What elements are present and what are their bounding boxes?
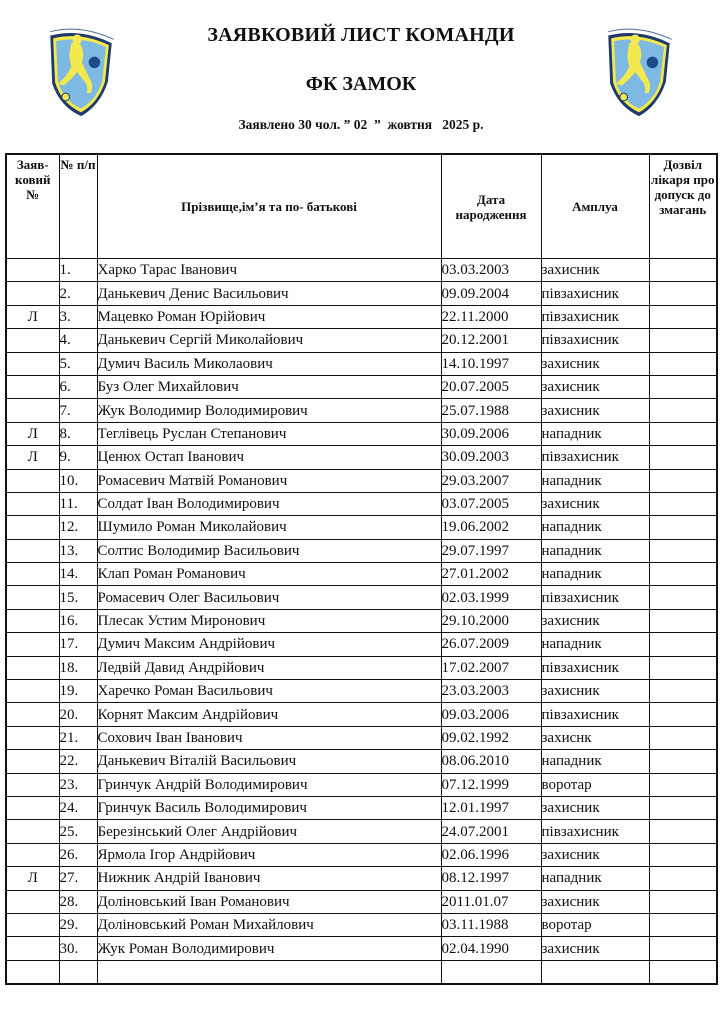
seq-number-cell xyxy=(59,960,97,984)
registration-cell xyxy=(6,516,59,539)
player-name-cell: Ледвій Давид Андрійович xyxy=(97,656,441,679)
table-row xyxy=(6,609,717,632)
position-cell: нападник xyxy=(541,539,649,562)
birth-date-cell: 02.03.1999 xyxy=(441,586,541,609)
birth-date-cell: 23.03.2003 xyxy=(441,680,541,703)
position-cell: півзахисник xyxy=(541,446,649,469)
registration-cell xyxy=(6,680,59,703)
player-name-cell: Теглівець Руслан Степанович xyxy=(97,422,441,445)
declared-line: Заявлено 30 чол. ” 02 ” жовтня 2025 р. xyxy=(238,117,484,132)
player-name-cell: Ценюх Остап Іванович xyxy=(97,446,441,469)
position-cell: захисник xyxy=(541,890,649,913)
birth-date-cell: 29.07.1997 xyxy=(441,539,541,562)
player-name-cell: Доліновський Роман Михайлович xyxy=(97,913,441,936)
registration-cell xyxy=(6,609,59,632)
doctor-permission-cell xyxy=(649,563,717,586)
seq-number-cell: 24. xyxy=(59,796,97,819)
registration-cell xyxy=(6,469,59,492)
birth-date-cell: 17.02.2007 xyxy=(441,656,541,679)
position-cell: захисник xyxy=(541,352,649,375)
birth-date-cell: 30.09.2003 xyxy=(441,446,541,469)
birth-date-cell: 29.10.2000 xyxy=(441,609,541,632)
table-row xyxy=(6,867,717,890)
table-row xyxy=(6,282,717,305)
doctor-permission-cell xyxy=(649,680,717,703)
table-row xyxy=(6,726,717,749)
doctor-permission-cell xyxy=(649,726,717,749)
doctor-permission-cell xyxy=(649,329,717,352)
player-name-cell: Данькевич Віталій Васильович xyxy=(97,750,441,773)
registration-cell xyxy=(6,656,59,679)
birth-date-cell: 20.12.2001 xyxy=(441,329,541,352)
table-row xyxy=(6,796,717,819)
registration-cell: Л xyxy=(6,422,59,445)
player-name-cell: Мацевко Роман Юрійович xyxy=(97,305,441,328)
doctor-permission-cell xyxy=(649,796,717,819)
table-row xyxy=(6,305,717,328)
col-header-doctor-permission: Дозвіл лікаря про допуск до змагань xyxy=(649,154,717,259)
seq-number-cell: 29. xyxy=(59,913,97,936)
doctor-permission-cell xyxy=(649,305,717,328)
position-cell: нападник xyxy=(541,633,649,656)
table-row xyxy=(6,446,717,469)
seq-number-cell: 19. xyxy=(59,680,97,703)
doctor-permission-cell xyxy=(649,913,717,936)
registration-cell xyxy=(6,750,59,773)
position-cell: півзахисник xyxy=(541,282,649,305)
doctor-permission-cell xyxy=(649,446,717,469)
seq-number-cell: 17. xyxy=(59,633,97,656)
birth-date-cell: 09.03.2006 xyxy=(441,703,541,726)
player-name-cell: Ярмола Ігор Андрійович xyxy=(97,843,441,866)
doctor-permission-cell xyxy=(649,867,717,890)
player-name-cell: Харко Тарас Іванович xyxy=(97,259,441,282)
table-row xyxy=(6,773,717,796)
seq-number-cell: 10. xyxy=(59,469,97,492)
seq-number-cell: 27. xyxy=(59,867,97,890)
table-row xyxy=(6,680,717,703)
table-row xyxy=(6,937,717,960)
doctor-permission-cell xyxy=(649,960,717,984)
doctor-permission-cell xyxy=(649,586,717,609)
registration-cell xyxy=(6,586,59,609)
position-cell: нападник xyxy=(541,867,649,890)
birth-date-cell: 19.06.2002 xyxy=(441,516,541,539)
table-row xyxy=(6,820,717,843)
doctor-permission-cell xyxy=(649,282,717,305)
position-cell: нападник xyxy=(541,516,649,539)
position-cell: захисник xyxy=(541,843,649,866)
seq-number-cell: 15. xyxy=(59,586,97,609)
table-row xyxy=(6,563,717,586)
birth-date-cell: 24.07.2001 xyxy=(441,820,541,843)
registration-cell xyxy=(6,329,59,352)
table-row xyxy=(6,469,717,492)
seq-number-cell: 25. xyxy=(59,820,97,843)
registration-cell xyxy=(6,726,59,749)
position-cell: захисник xyxy=(541,796,649,819)
position-cell: нападник xyxy=(541,750,649,773)
player-name-cell: Думич Василь Миколаович xyxy=(97,352,441,375)
player-name-cell: Жук Роман Володимирович xyxy=(97,937,441,960)
player-name-cell: Плесак Устим Миронович xyxy=(97,609,441,632)
registration-cell xyxy=(6,843,59,866)
doctor-permission-cell xyxy=(649,703,717,726)
team-name: ФК ЗАМОК xyxy=(305,73,417,95)
registration-cell xyxy=(6,703,59,726)
document-title: ЗАЯВКОВИЙ ЛИСТ КОМАНДИ xyxy=(207,24,515,46)
registration-cell xyxy=(6,563,59,586)
player-name-cell: Данькевич Денис Васильович xyxy=(97,282,441,305)
seq-number-cell: 23. xyxy=(59,773,97,796)
birth-date-cell: 30.09.2006 xyxy=(441,422,541,445)
birth-date-cell: 03.07.2005 xyxy=(441,492,541,515)
table-row xyxy=(6,492,717,515)
doctor-permission-cell xyxy=(649,937,717,960)
player-name-cell: Ромасевич Олег Васильович xyxy=(97,586,441,609)
seq-number-cell: 30. xyxy=(59,937,97,960)
table-row xyxy=(6,539,717,562)
seq-number-cell: 8. xyxy=(59,422,97,445)
registration-cell xyxy=(6,796,59,819)
doctor-permission-cell xyxy=(649,750,717,773)
seq-number-cell: 21. xyxy=(59,726,97,749)
position-cell xyxy=(541,960,649,984)
doctor-permission-cell xyxy=(649,609,717,632)
table-row xyxy=(6,586,717,609)
position-cell: захисник xyxy=(541,680,649,703)
seq-number-cell: 11. xyxy=(59,492,97,515)
doctor-permission-cell xyxy=(649,375,717,398)
registration-cell: Л xyxy=(6,446,59,469)
player-name-cell: Березінський Олег Андрійович xyxy=(97,820,441,843)
table-row xyxy=(6,516,717,539)
table-row xyxy=(6,656,717,679)
doctor-permission-cell xyxy=(649,890,717,913)
registration-cell xyxy=(6,960,59,984)
doctor-permission-cell xyxy=(649,820,717,843)
table-row xyxy=(6,890,717,913)
player-name-cell: Буз Олег Михайлович xyxy=(97,375,441,398)
table-row xyxy=(6,913,717,936)
seq-number-cell: 3. xyxy=(59,305,97,328)
doctor-permission-cell xyxy=(649,516,717,539)
registration-cell xyxy=(6,913,59,936)
seq-number-cell: 22. xyxy=(59,750,97,773)
registration-cell xyxy=(6,539,59,562)
birth-date-cell: 22.11.2000 xyxy=(441,305,541,328)
position-cell: захисник xyxy=(541,609,649,632)
col-header-registration-no: Заяв-ковий № xyxy=(6,154,59,259)
seq-number-cell: 28. xyxy=(59,890,97,913)
birth-date-cell: 07.12.1999 xyxy=(441,773,541,796)
doctor-permission-cell xyxy=(649,399,717,422)
birth-date-cell: 29.03.2007 xyxy=(441,469,541,492)
table-row xyxy=(6,352,717,375)
position-cell: захиснк xyxy=(541,726,649,749)
seq-number-cell: 18. xyxy=(59,656,97,679)
seq-number-cell: 13. xyxy=(59,539,97,562)
col-header-full-name: Прізвище,ім’я та по- батькові xyxy=(97,154,441,259)
seq-number-cell: 14. xyxy=(59,563,97,586)
doctor-permission-cell xyxy=(649,259,717,282)
player-name-cell: Нижник Андрій Іванович xyxy=(97,867,441,890)
position-cell: захисник xyxy=(541,399,649,422)
table-row xyxy=(6,843,717,866)
table-row xyxy=(6,329,717,352)
birth-date-cell xyxy=(441,960,541,984)
position-cell: півзахисник xyxy=(541,820,649,843)
col-header-birth-date: Дата народження xyxy=(441,154,541,259)
registration-cell xyxy=(6,492,59,515)
position-cell: воротар xyxy=(541,773,649,796)
doctor-permission-cell xyxy=(649,469,717,492)
registration-cell xyxy=(6,375,59,398)
registration-cell xyxy=(6,259,59,282)
seq-number-cell: 2. xyxy=(59,282,97,305)
seq-number-cell: 16. xyxy=(59,609,97,632)
position-cell: півзахисник xyxy=(541,329,649,352)
birth-date-cell: 03.03.2003 xyxy=(441,259,541,282)
table-row xyxy=(6,960,717,984)
player-name-cell: Гринчук Василь Володимирович xyxy=(97,796,441,819)
player-name-cell: Данькевич Сергій Миколайович xyxy=(97,329,441,352)
doctor-permission-cell xyxy=(649,656,717,679)
birth-date-cell: 27.01.2002 xyxy=(441,563,541,586)
player-name-cell: Думич Максим Андрійович xyxy=(97,633,441,656)
doctor-permission-cell xyxy=(649,352,717,375)
doctor-permission-cell xyxy=(649,773,717,796)
registration-cell: Л xyxy=(6,305,59,328)
player-name-cell: Гринчук Андрій Володимирович xyxy=(97,773,441,796)
birth-date-cell: 02.04.1990 xyxy=(441,937,541,960)
player-name-cell: Корнят Максим Андрійович xyxy=(97,703,441,726)
registration-cell xyxy=(6,773,59,796)
birth-date-cell: 20.07.2005 xyxy=(441,375,541,398)
registration-cell xyxy=(6,282,59,305)
position-cell: воротар xyxy=(541,913,649,936)
player-name-cell: Доліновський Іван Романович xyxy=(97,890,441,913)
position-cell: нападник xyxy=(541,469,649,492)
position-cell: півзахисник xyxy=(541,586,649,609)
table-row xyxy=(6,259,717,282)
position-cell: півзахисник xyxy=(541,703,649,726)
doctor-permission-cell xyxy=(649,843,717,866)
registration-cell: Л xyxy=(6,867,59,890)
position-cell: захисник xyxy=(541,937,649,960)
birth-date-cell: 12.01.1997 xyxy=(441,796,541,819)
col-header-position: Амплуа xyxy=(541,154,649,259)
birth-date-cell: 09.09.2004 xyxy=(441,282,541,305)
table-row xyxy=(6,375,717,398)
table-row xyxy=(6,399,717,422)
seq-number-cell: 4. xyxy=(59,329,97,352)
table-header-row xyxy=(6,154,717,259)
doctor-permission-cell xyxy=(649,539,717,562)
registration-cell xyxy=(6,937,59,960)
registration-cell xyxy=(6,399,59,422)
position-cell: півзахисник xyxy=(541,656,649,679)
player-name-cell: Солтис Володимир Васильович xyxy=(97,539,441,562)
birth-date-cell: 08.12.1997 xyxy=(441,867,541,890)
registration-cell xyxy=(6,352,59,375)
doctor-permission-cell xyxy=(649,422,717,445)
birth-date-cell: 03.11.1988 xyxy=(441,913,541,936)
table-row xyxy=(6,703,717,726)
position-cell: захисник xyxy=(541,375,649,398)
seq-number-cell: 20. xyxy=(59,703,97,726)
table-row xyxy=(6,633,717,656)
registration-cell xyxy=(6,633,59,656)
position-cell: захисник xyxy=(541,259,649,282)
player-name-cell: Харечко Роман Васильович xyxy=(97,680,441,703)
player-name-cell: Жук Володимир Володимирович xyxy=(97,399,441,422)
player-name-cell: Ромасевич Матвій Романович xyxy=(97,469,441,492)
seq-number-cell: 1. xyxy=(59,259,97,282)
table-row xyxy=(6,422,717,445)
position-cell: захисник xyxy=(541,492,649,515)
seq-number-cell: 9. xyxy=(59,446,97,469)
seq-number-cell: 12. xyxy=(59,516,97,539)
doctor-permission-cell xyxy=(649,492,717,515)
col-header-seq-no: № п/п xyxy=(59,154,97,259)
player-name-cell: Шумило Роман Миколайович xyxy=(97,516,441,539)
player-name-cell: Клап Роман Романович xyxy=(97,563,441,586)
doctor-permission-cell xyxy=(649,633,717,656)
seq-number-cell: 6. xyxy=(59,375,97,398)
position-cell: нападник xyxy=(541,422,649,445)
registration-cell xyxy=(6,820,59,843)
birth-date-cell: 09.02.1992 xyxy=(441,726,541,749)
position-cell: нападник xyxy=(541,563,649,586)
position-cell: півзахисник xyxy=(541,305,649,328)
birth-date-cell: 08.06.2010 xyxy=(441,750,541,773)
registration-cell xyxy=(6,890,59,913)
seq-number-cell: 5. xyxy=(59,352,97,375)
roster-table xyxy=(5,153,718,985)
player-name-cell: Сохович Іван Іванович xyxy=(97,726,441,749)
player-name-cell xyxy=(97,960,441,984)
birth-date-cell: 2011.01.07 xyxy=(441,890,541,913)
birth-date-cell: 14.10.1997 xyxy=(441,352,541,375)
seq-number-cell: 7. xyxy=(59,399,97,422)
birth-date-cell: 26.07.2009 xyxy=(441,633,541,656)
player-name-cell: Солдат Іван Володимирович xyxy=(97,492,441,515)
seq-number-cell: 26. xyxy=(59,843,97,866)
table-row xyxy=(6,750,717,773)
birth-date-cell: 25.07.1988 xyxy=(441,399,541,422)
birth-date-cell: 02.06.1996 xyxy=(441,843,541,866)
